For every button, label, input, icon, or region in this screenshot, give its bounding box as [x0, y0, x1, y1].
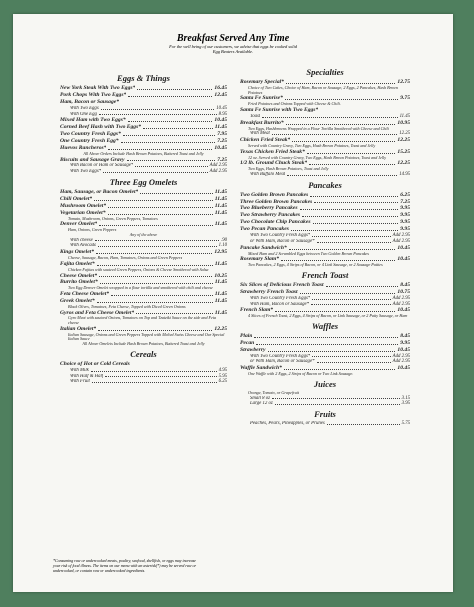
- dot-leader: [256, 340, 398, 345]
- dot-leader: [312, 354, 390, 358]
- dot-leader: [307, 149, 396, 154]
- item-description: Tomato, Mushroom, Onions, Green Peppers, Tomatoes: [68, 215, 158, 221]
- item-price: 10.75: [397, 288, 410, 295]
- item-name: With Two Country Fresh Eggs*: [250, 353, 311, 359]
- item-description: Orange, Tomato, or Grapefruit: [248, 389, 299, 395]
- dot-leader: [100, 279, 213, 284]
- menu-item: [60, 99, 227, 106]
- dot-leader: [312, 296, 390, 300]
- menu-option: [60, 379, 227, 385]
- item-price: 10.45: [216, 105, 227, 111]
- dot-leader: [317, 239, 391, 243]
- dot-leader: [108, 203, 213, 208]
- item-name: With Fruit: [70, 379, 90, 385]
- section-title: Juices: [313, 378, 337, 389]
- item-price: 10.45: [397, 307, 410, 314]
- menu-item: [60, 203, 227, 210]
- item-description: One Waffle with 2 Eggs, 2 Strips of Bacon or Two Link Sausage.: [248, 371, 354, 377]
- menu-item: [60, 85, 227, 92]
- dot-leader: [137, 85, 212, 90]
- dot-leader: [98, 243, 216, 247]
- dot-leader: [285, 95, 398, 100]
- section-title: Specialties: [306, 67, 344, 77]
- dot-leader: [272, 131, 397, 135]
- menu-item: [60, 157, 227, 164]
- item-name: Huevos Rancheros*: [60, 144, 107, 151]
- dot-leader: [317, 359, 391, 363]
- item-name: Corned Beef Hash with Two Eggs*: [60, 124, 142, 131]
- item-name: With Two Eggs: [70, 105, 99, 111]
- dot-leader: [309, 160, 395, 165]
- item-name: Waffle Sandwich*: [240, 365, 282, 372]
- item-price: 10.25: [214, 272, 227, 279]
- item-name: Chili Omelet*: [60, 195, 93, 202]
- item-price: 12.25: [397, 160, 410, 167]
- section-specialties: [240, 67, 410, 178]
- section-juices: [240, 379, 410, 407]
- dot-leader: [275, 401, 400, 405]
- item-name: Mushroom Omelet*: [60, 202, 107, 209]
- dot-leader: [99, 221, 212, 226]
- item-price: 5.95: [218, 373, 227, 379]
- item-name: or With Ham, Bacon or Sausage*: [250, 359, 315, 365]
- item-price: 7.25: [400, 198, 410, 205]
- item-price: 11.45: [214, 260, 227, 267]
- item-name: Chicken Fried Steak*: [240, 137, 291, 144]
- item-name: With cheese: [70, 237, 93, 243]
- item-name: Pork Chops With Two Eggs*: [60, 91, 127, 98]
- item-price: 11.45: [214, 124, 227, 131]
- dot-leader: [96, 249, 212, 254]
- item-name: Ham, Bacon or Sausage*: [60, 98, 120, 105]
- dot-leader: [101, 106, 215, 110]
- item-name: Plain: [240, 332, 253, 339]
- item-price: 9.75: [400, 95, 410, 102]
- item-price: 9.95: [400, 226, 410, 233]
- item-price: 8.95: [218, 111, 227, 117]
- dot-leader: [95, 238, 219, 242]
- item-name: Peaches, Pears, Pineapples, or Prunes: [250, 421, 325, 427]
- item-description: Two Egg Denver Omelet wrapped in a flour tortilla and smothered with chili and cheese: [68, 285, 213, 291]
- dot-leader: [302, 212, 398, 217]
- item-price: 11.45: [214, 279, 227, 286]
- dot-leader: [275, 307, 395, 312]
- item-price: 9.95: [400, 219, 410, 226]
- item-price: 12.25: [399, 131, 410, 137]
- item-name: With Two Country Fresh Eggs*: [250, 295, 311, 301]
- dot-leader: [111, 291, 213, 296]
- item-price: 11.45: [214, 291, 227, 298]
- item-price: 9.95: [400, 339, 410, 346]
- item-description: Italian Sausage, Onions and Green Peppers Topped with Melted Swiss Cheese and Our Special Italian Sauce: [68, 331, 225, 342]
- dot-leader: [135, 163, 207, 167]
- item-name: Kings Omelet*: [60, 249, 95, 256]
- item-price: 12.45: [214, 91, 227, 98]
- item-description: Cheese, Sausage, Bacon, Ham, Tomatoes, Onions and Green Peppers: [68, 255, 183, 261]
- dot-leader: [105, 374, 216, 378]
- item-name: Two Strawberry Pancakes: [240, 212, 301, 219]
- dot-leader: [292, 137, 395, 142]
- item-price: 14.95: [399, 171, 410, 177]
- dot-leader: [92, 379, 217, 383]
- dot-leader: [128, 117, 213, 122]
- item-name: Small 8 oz: [250, 395, 270, 401]
- menu-option: [240, 421, 410, 427]
- dot-leader: [262, 114, 397, 118]
- section-title: Three Egg Omelets: [109, 177, 178, 188]
- item-price: Add 2.95: [392, 295, 410, 301]
- item-price: 4.95: [218, 367, 227, 373]
- menu-header: [13, 33, 453, 54]
- item-name: Two Golden Brown Pancakes: [240, 191, 309, 198]
- item-name: Rosemary Slam*: [240, 256, 280, 263]
- item-name: Pancake Sandwich*: [240, 244, 287, 251]
- item-price: 11.45: [214, 189, 227, 196]
- menu-item: [60, 361, 227, 368]
- item-name: Choice of Hot or Cold Cereals: [60, 360, 130, 367]
- item-name: French Slam*: [240, 307, 274, 314]
- item-price: 16.45: [214, 85, 227, 91]
- item-name: Cheese Omelet*: [60, 272, 98, 279]
- item-price: Add 2.95: [209, 163, 227, 169]
- item-name: Two Pecan Pancakes: [240, 226, 289, 233]
- item-price: 15.25: [397, 148, 410, 155]
- item-price: 11.45: [214, 202, 227, 209]
- dot-leader: [268, 347, 396, 352]
- item-name: Mixed Ham with Two Eggs*: [60, 117, 126, 124]
- item-description: Two Eggs, Hashbrowns Wrapped in a Flour Tortilla Smothered with Cheese and Chili: [248, 125, 389, 131]
- item-name: Greek Omelet*: [60, 297, 95, 304]
- menu-item: [60, 131, 227, 138]
- menu-item: [240, 219, 410, 226]
- dot-leader: [286, 79, 395, 84]
- dot-leader: [108, 145, 212, 150]
- item-price: 7.95: [217, 131, 227, 138]
- item-price: 10.45: [397, 365, 410, 372]
- item-price: 7.25: [217, 138, 227, 145]
- item-price: 6.25: [218, 379, 227, 385]
- dot-leader: [140, 189, 212, 194]
- menu-item: [240, 282, 410, 289]
- dot-leader: [91, 368, 217, 372]
- item-price: 7.25: [217, 156, 227, 163]
- item-price: 9.95: [400, 205, 410, 212]
- item-description: Ham, Onions, Green Peppers: [68, 227, 117, 233]
- item-price: 3.15: [401, 395, 410, 401]
- dot-leader: [97, 298, 213, 303]
- item-name: Breakfast Burrito*: [240, 119, 284, 126]
- dot-leader: [311, 302, 391, 306]
- dot-leader: [326, 282, 399, 287]
- dot-leader: [143, 124, 213, 129]
- item-price: 10.45: [214, 144, 227, 151]
- item-name: Gyros and Feta Cheese Omelet*: [60, 309, 135, 316]
- item-price: 10.95: [397, 119, 410, 126]
- dot-leader: [99, 112, 217, 116]
- menu-item: [60, 196, 227, 203]
- item-price: Add 2.95: [392, 238, 410, 244]
- item-price: 10.45: [397, 346, 410, 353]
- item-price: 10.45: [397, 256, 410, 263]
- menu-item: [240, 212, 410, 219]
- item-name: With Two Eggs*: [70, 169, 102, 175]
- item-price: 10.45: [214, 117, 227, 124]
- item-name: Strawberry: [240, 346, 266, 353]
- item-name: Strawberry French Toast: [240, 288, 298, 295]
- item-name: With One Egg: [70, 111, 97, 117]
- item-price: 1.10: [218, 243, 227, 249]
- item-description: All Above Omelets Include Hash Brown Potatoes, Buttered Toast and Jelly: [82, 341, 205, 347]
- item-description: Gyro Meat with sauteed Onions, Tomatoes on Top and Tzatziki Sauce on the side and Feta cheese: [68, 315, 217, 326]
- dot-leader: [99, 273, 212, 278]
- item-price: Add 2.95: [392, 359, 410, 365]
- item-name: With Ham, Bacon or Sausage*: [250, 301, 310, 307]
- menu-item: [240, 199, 410, 206]
- dot-leader: [300, 205, 399, 210]
- menu-item: [60, 117, 227, 124]
- item-description: Two Pancakes, 2 Eggs, 4 Strips of Bacon, or 4 Link Sausage, or 2 Sausage Patties: [248, 262, 383, 268]
- menu-item: [60, 124, 227, 131]
- item-price: Add 2.95: [392, 353, 410, 359]
- dot-leader: [289, 245, 396, 250]
- item-name: Biscuits and Sausage Gravy: [60, 156, 125, 163]
- dot-leader: [254, 333, 398, 338]
- dot-leader: [312, 233, 390, 237]
- dot-leader: [286, 120, 396, 125]
- item-name: Santa Fe Sunrise with Two Eggs*: [240, 106, 319, 113]
- menu-item: [60, 291, 227, 298]
- dot-leader: [94, 196, 213, 201]
- menu-note: For the well being of our customers, we advise that eggs be cooked solid: [169, 44, 297, 49]
- section-title: Cereals: [130, 348, 157, 359]
- raw-food-warning: *Consuming raw or undercooked meats, poultry, seafood, shellfish, or eggs may increase your risk of food illness. The items on our menu with an asterisk(*) may be served raw or undercooked, or contain raw or undercooked ingredients.: [53, 558, 197, 573]
- item-name: Santa Fe Sunrise*: [240, 95, 283, 102]
- item-name: Rosemary Special*: [240, 79, 284, 85]
- item-name: New York Steak With Two Eggs*: [60, 85, 136, 91]
- item-name: Six Slices of Delicious French Toast: [240, 281, 324, 288]
- item-name: Feta Cheese Omelet*: [60, 291, 110, 298]
- item-name: Vegetarian Omelet*: [60, 209, 106, 216]
- right-column: [240, 65, 410, 427]
- section-fruits: [240, 409, 410, 427]
- dot-leader: [121, 138, 216, 143]
- section-eggs-things: [60, 73, 227, 175]
- menu-item: [60, 189, 227, 196]
- dot-leader: [327, 421, 400, 425]
- dot-leader: [123, 131, 215, 136]
- section-title: Waffles: [311, 320, 339, 331]
- item-price: 11.45: [214, 195, 227, 202]
- section-french-toast: [240, 270, 410, 319]
- item-name: Burrito Omelet*: [60, 279, 98, 286]
- dot-leader: [127, 157, 216, 162]
- menu-item: [60, 273, 227, 280]
- item-name: Toast: [250, 113, 261, 119]
- menu-title: Breakfast Served Any Time: [176, 33, 290, 44]
- item-price: 12.25: [397, 137, 410, 144]
- item-price: Add 2.95: [209, 169, 227, 175]
- item-name: With Meat: [250, 131, 270, 137]
- menu-page: [13, 14, 453, 592]
- item-price: 12.25: [214, 325, 227, 332]
- dot-leader: [108, 210, 213, 215]
- dot-leader: [284, 365, 396, 370]
- menu-option: [60, 169, 227, 175]
- item-name: Italian Omelet*: [60, 325, 97, 332]
- item-name: Two Chocolate Chip Pancakes: [240, 219, 311, 226]
- menu-note-2: Egg Beaters Available.: [212, 49, 254, 55]
- item-description: 4 Slices of French Toast, 2 Eggs, 4 Strips of Bacon, or Link Sausage, or 2 Patty Sausage, or Ham: [248, 313, 408, 319]
- item-description: Mixed Ham and 2 Scrambled Eggs between Two Golden Brown Pancakes: [248, 250, 369, 256]
- section-three-egg-omelets: [60, 177, 227, 347]
- item-price: Add 2.95: [392, 301, 410, 307]
- dot-leader: [300, 289, 396, 294]
- item-price: 5.75: [401, 421, 410, 427]
- section-pancakes: [240, 180, 410, 268]
- item-name: With Milk: [70, 367, 89, 373]
- menu-item: [240, 226, 410, 233]
- item-name: One Country Fresh Egg*: [60, 138, 119, 145]
- item-price: .90: [221, 237, 227, 243]
- dot-leader: [310, 192, 398, 197]
- item-description: Served with Country Gravy, Two Eggs, Hash Brown Potatoes, Toast and Jelly: [248, 142, 376, 148]
- dot-leader: [281, 256, 395, 261]
- menu-item: [240, 192, 410, 199]
- menu-item: [240, 107, 410, 114]
- dot-leader: [272, 396, 400, 400]
- dot-leader: [103, 169, 208, 173]
- item-price: 9.95: [400, 212, 410, 219]
- section-title: Eggs & Things: [117, 73, 170, 83]
- item-name: Two Country Fresh Eggs*: [60, 131, 121, 138]
- section-waffles: [240, 321, 410, 377]
- item-price: 11.45: [214, 221, 227, 228]
- dot-leader: [287, 172, 397, 176]
- dot-leader: [314, 199, 398, 204]
- menu-option: [240, 172, 410, 178]
- dot-leader: [128, 92, 212, 97]
- item-description: Chicken Fajitas with sauteed Green Peppers, Onions & Cheese Smothered with Salsa: [68, 266, 209, 272]
- section-title: Pancakes: [308, 179, 342, 190]
- item-name: Three Golden Brown Pancakes: [240, 198, 313, 205]
- item-price: 11.45: [399, 113, 410, 119]
- item-price: 8.45: [400, 332, 410, 339]
- item-description: Any of the above: [129, 231, 158, 237]
- menu-item: [60, 138, 227, 145]
- item-price: 6.25: [400, 191, 410, 198]
- item-name: or With Ham, Bacon or Sausage*: [250, 238, 315, 244]
- item-name: Ham, Sausage, or Bacon Omelet*: [60, 189, 139, 196]
- section-title: Fruits: [314, 409, 336, 420]
- item-name: With Two Country Fresh Eggs*: [250, 233, 311, 239]
- menu-option: [240, 401, 410, 407]
- item-name: Fajita Omelet*: [60, 260, 95, 267]
- menu-item: [240, 333, 410, 340]
- item-price: 12.95: [214, 249, 227, 256]
- item-name: With Bacon or Ham or Sausage*: [70, 163, 134, 169]
- item-name: With Buffalo Meat: [250, 171, 286, 177]
- item-name: Denver Omelet*: [60, 221, 98, 228]
- item-name: With Half & Half: [70, 373, 104, 379]
- item-price: 3.95: [401, 401, 410, 407]
- dot-leader: [97, 261, 213, 266]
- section-cereals: [60, 349, 227, 385]
- section-title: French Toast: [301, 269, 349, 280]
- item-price: Add 2.95: [392, 233, 410, 239]
- dot-leader: [136, 310, 212, 315]
- menu-item: [60, 92, 227, 99]
- item-name: 1/2 lb. Ground Chuck Steak*: [240, 160, 308, 167]
- item-name: Two Blueberry Pancakes: [240, 205, 298, 212]
- menu-item: [240, 347, 410, 354]
- item-name: With Avocado: [70, 243, 97, 249]
- item-price: 11.45: [214, 309, 227, 316]
- item-price: 10.45: [397, 244, 410, 251]
- left-column: [60, 71, 227, 385]
- item-price: 8.45: [400, 281, 410, 288]
- item-description: Choice of Two Cakes, Choice of Ham, Bacon or Sausage, 2 Eggs, 2 Pancakes, Hash Brown Potatoes: [248, 84, 398, 95]
- item-description: Two Eggs, Hash Brown Potatoes, Toast and Jelly: [248, 166, 329, 172]
- item-name: Large 12 oz: [250, 401, 273, 407]
- dot-leader: [291, 226, 398, 231]
- item-description: Black Olives, Tomatoes, Feta Cheese, Topped with Diced Green Onions: [68, 303, 186, 309]
- item-price: 11.45: [214, 209, 227, 216]
- item-price: 12.75: [397, 79, 410, 85]
- dot-leader: [98, 326, 212, 331]
- item-name: Texas Chicken Fried Steak*: [240, 148, 305, 155]
- item-price: 11.45: [214, 297, 227, 304]
- menu-item: [240, 205, 410, 212]
- item-description: Fried Potatoes and Onions Topped with Cheese & Chili.: [248, 101, 341, 107]
- item-name: Pecan: [240, 339, 255, 346]
- menu-item: [240, 340, 410, 347]
- dot-leader: [313, 219, 399, 224]
- menu-item: [240, 289, 410, 296]
- item-description: 12 oz. Served with Country Gravy, Two Eggs, Hash Brown Potatoes, Toast and Jelly: [248, 154, 387, 160]
- item-description: All Above Orders Include Hash Brown Potatoes, Buttered Toast and Jelly: [83, 150, 204, 156]
